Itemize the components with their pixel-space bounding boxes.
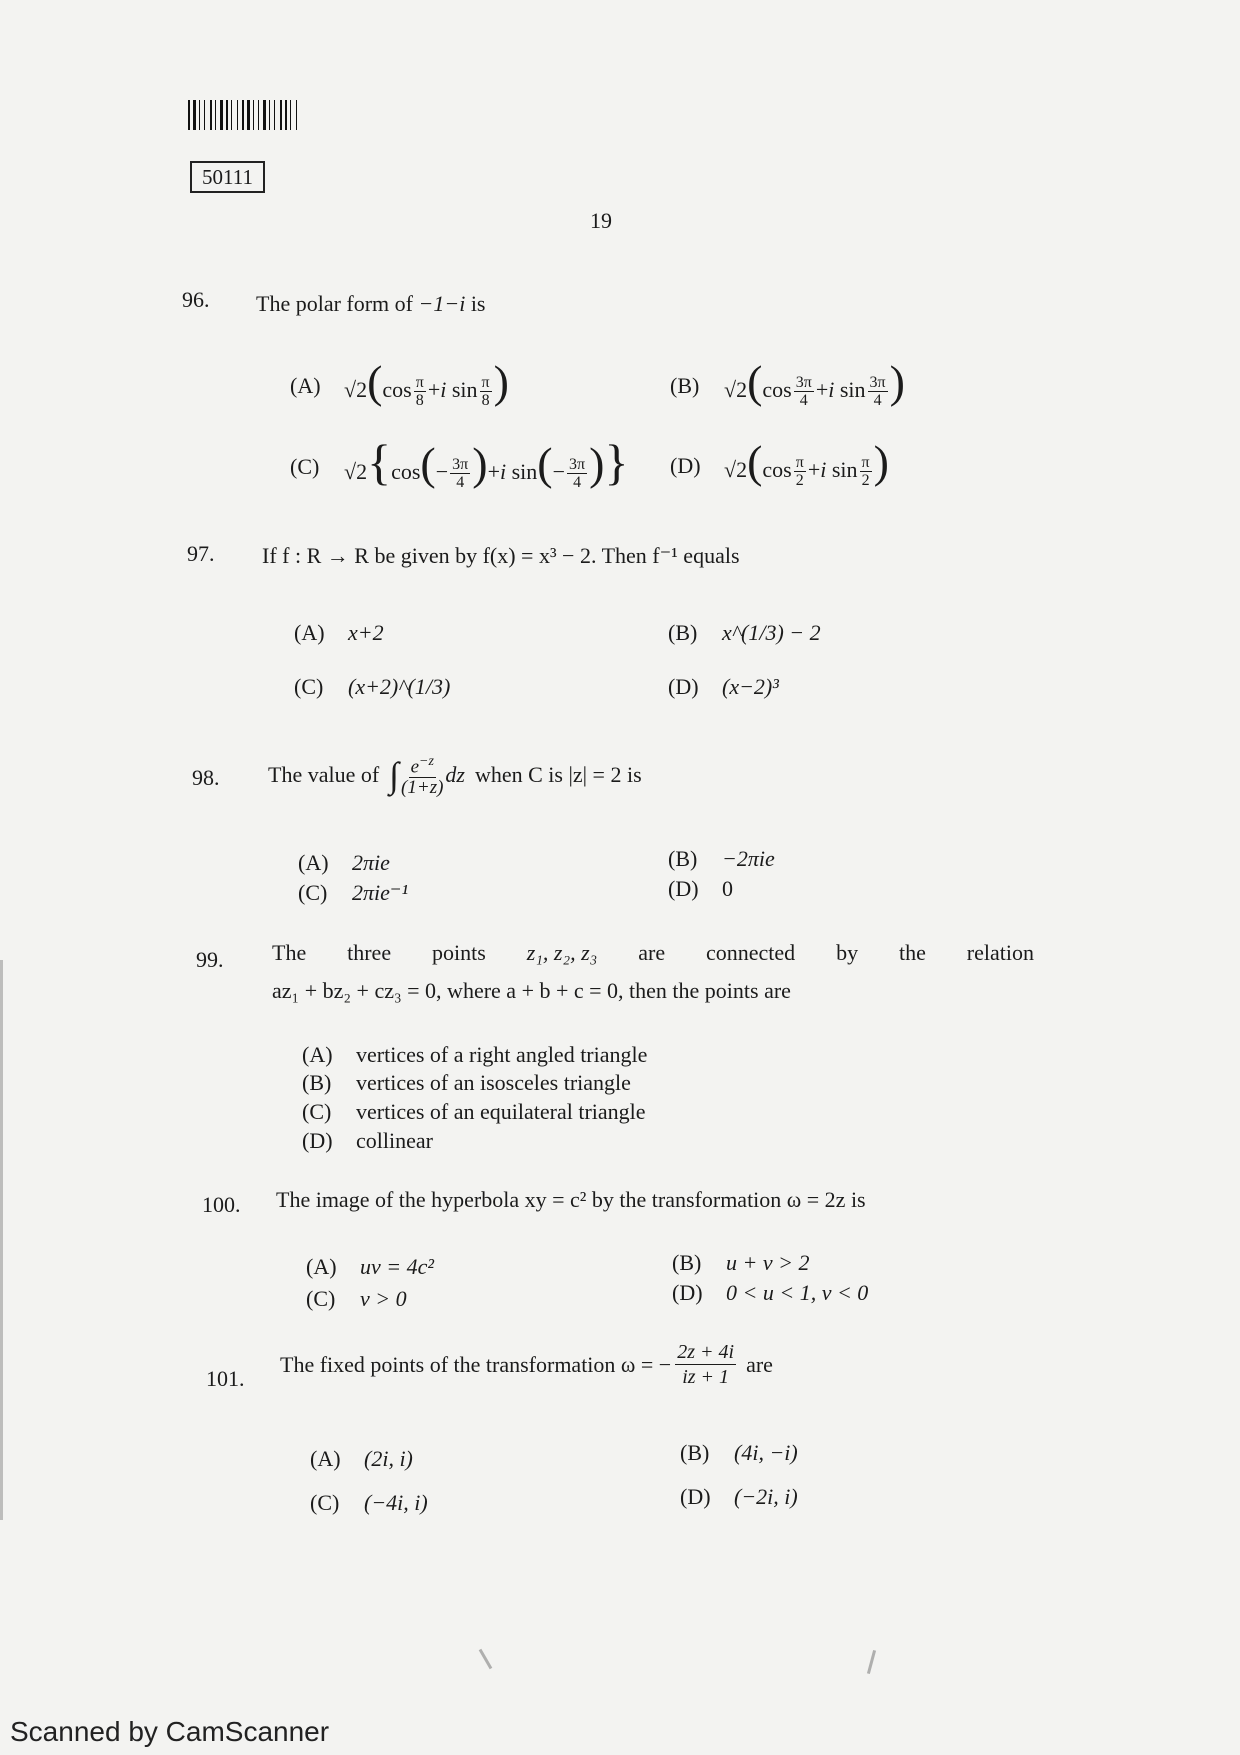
option-label: (B) (672, 1250, 702, 1275)
stem-word: are (638, 940, 666, 965)
fraction-numerator: 2z + 4i (677, 1341, 735, 1363)
option-label: (D) (302, 1128, 333, 1153)
option-d (680, 1484, 798, 1510)
scan-smudge (479, 1649, 493, 1670)
barcode-bar (201, 100, 203, 130)
option-label: (C) (302, 1099, 332, 1124)
barcode-bar (188, 100, 190, 130)
option-label: (D) (672, 1280, 703, 1305)
option-math: v > 0 (360, 1286, 407, 1311)
barcode-bar (217, 100, 219, 130)
option-label: (C) (298, 880, 328, 905)
option-label: (A) (306, 1254, 337, 1279)
barcode-bar (267, 100, 268, 130)
option-a (294, 620, 384, 646)
option-d (670, 436, 889, 490)
option-text: collinear (356, 1128, 433, 1153)
option-math: x^(1/3) − 2 (722, 620, 821, 645)
barcode-bar (210, 100, 212, 130)
option-math: (x−2)³ (722, 674, 779, 699)
option-d (668, 674, 779, 700)
stem-word: connected (706, 940, 796, 965)
stem-text: are (746, 1351, 773, 1377)
option-b (670, 356, 905, 410)
barcode-bar (260, 100, 262, 130)
barcode-bar (239, 100, 241, 130)
option-a (298, 850, 390, 876)
option-c (306, 1286, 407, 1312)
question-stem (256, 291, 486, 317)
option-label: (D) (680, 1484, 711, 1509)
option-label: (B) (668, 846, 698, 871)
option-label: (A) (310, 1446, 341, 1471)
barcode-bar (199, 100, 200, 130)
question-stem-line1 (272, 940, 1034, 966)
stem-text: is (465, 291, 486, 316)
scanner-watermark: Scanned by CamScanner (10, 1716, 330, 1747)
integrand-fraction: $\frac{e^{-z}}{(1+z)}$ (401, 754, 444, 799)
option-text: vertices of an equilateral triangle (356, 1099, 646, 1124)
barcode-bar (224, 100, 225, 130)
option-label: (C) (310, 1490, 340, 1515)
barcode-bar (242, 100, 244, 130)
option-label: (B) (302, 1070, 332, 1095)
question-stem (280, 1340, 773, 1389)
option-label: (A) (298, 850, 329, 875)
booklet-code: 50111 (190, 161, 265, 193)
barcode-bar (229, 100, 230, 130)
option-math: (−4i, i) (364, 1490, 428, 1515)
option-math: 0 < u < 1, v < 0 (726, 1280, 869, 1305)
stem-text: The value of (268, 762, 380, 788)
barcode-bar (247, 100, 250, 130)
option-label: (B) (680, 1440, 710, 1465)
stem-fraction (675, 1340, 736, 1389)
fraction-denominator: iz + 1 (682, 1366, 730, 1388)
barcode-bar (220, 100, 223, 130)
barcode-bar (233, 100, 236, 130)
option-math: 2πie⁻¹ (352, 880, 409, 905)
option-a (290, 356, 509, 410)
barcode (188, 100, 356, 130)
option-label: (D) (668, 876, 699, 901)
option-math: x+2 (348, 620, 384, 645)
option-label: (B) (670, 372, 700, 398)
option-label: (C) (290, 453, 320, 479)
option-c (294, 674, 450, 700)
barcode-bar (193, 100, 196, 130)
barcode-bar (296, 100, 297, 130)
option-label: (C) (306, 1286, 336, 1311)
option-label: (D) (668, 674, 699, 699)
option-label: (A) (302, 1042, 333, 1067)
barcode-bar (298, 100, 300, 130)
barcode-bar (255, 100, 257, 130)
option-math: (−2i, i) (734, 1484, 798, 1509)
option-label: (A) (294, 620, 325, 645)
barcode-bar (269, 100, 270, 130)
barcode-bar (215, 100, 216, 130)
option-math: √2{cos(− $\frac{3\pi}{4}$ )+i sin(− $\frac{3\pi}{4}$ )} (344, 434, 629, 492)
question-number: 96. (182, 287, 210, 312)
barcode-bar (258, 100, 259, 130)
option-math: (2i, i) (364, 1446, 413, 1471)
barcode-bar (283, 100, 284, 130)
option-math: √2(cos $\frac{\pi}{2}$ +i sin $\frac{\pi}{2}$ ) (724, 436, 889, 490)
barcode-bar (191, 100, 192, 130)
option-math: u + v > 2 (726, 1250, 810, 1275)
page-number: 19 (590, 208, 612, 233)
option-b (680, 1440, 798, 1466)
stem-word: points (431, 940, 486, 965)
question-stem-line2: az₁ + bz₂ + cz₃ = 0, where a + b + c = 0, then the points are (272, 978, 791, 1003)
barcode-bar (276, 100, 279, 130)
differential: dz (445, 762, 465, 788)
option-d (302, 1128, 433, 1154)
question-number: 100. (202, 1192, 241, 1217)
stem-word: the (898, 940, 926, 965)
scan-smudge (867, 1650, 876, 1674)
option-math: (4i, −i) (734, 1440, 798, 1465)
barcode-bar (245, 100, 246, 130)
barcode-bar (274, 100, 275, 130)
barcode-bar (231, 100, 232, 130)
stem-expression: −1−i (418, 291, 466, 316)
barcode-bar (237, 100, 238, 130)
option-b (672, 1250, 809, 1276)
barcode-bar (251, 100, 252, 130)
option-text: vertices of an isosceles triangle (356, 1070, 631, 1095)
stem-word: The (272, 940, 307, 965)
scan-edge-shadow (0, 960, 3, 1520)
integral-sign: ∫ (389, 755, 400, 796)
option-label: (C) (294, 674, 324, 699)
question-number: 97. (187, 541, 215, 566)
option-c (302, 1099, 646, 1125)
option-math: √2(cos $\frac{3\pi}{4}$ +i sin $\frac{3\pi}{4}$ ) (724, 356, 905, 410)
barcode-bar (280, 100, 282, 130)
option-c (290, 434, 629, 492)
option-a (306, 1254, 434, 1280)
option-math: √2(cos $\frac{\pi}{8}$ +i sin $\frac{\pi}{8}$ ) (344, 356, 509, 410)
barcode-bar (197, 100, 198, 130)
option-math: 2πie (352, 850, 390, 875)
option-text: vertices of a right angled triangle (356, 1042, 648, 1067)
option-math: (x+2)^(1/3) (348, 674, 451, 699)
option-a (302, 1042, 647, 1068)
option-c (310, 1490, 428, 1516)
stem-word: z₁, z₂, z₃ (526, 940, 598, 965)
barcode-bar (271, 100, 273, 130)
barcode-bar (204, 100, 205, 130)
barcode-bar (285, 100, 287, 130)
stem-text: when C is |z| = 2 is (474, 762, 642, 788)
barcode-bar (292, 100, 295, 130)
stem-text: The polar form of (256, 291, 419, 316)
stem-word: relation (966, 940, 1034, 965)
option-math: 0 (722, 876, 733, 901)
stem-word: by (836, 940, 859, 965)
barcode-bar (213, 100, 214, 130)
barcode-bar (253, 100, 254, 130)
barcode-bar (288, 100, 289, 130)
option-d (668, 876, 733, 902)
question-number: 99. (196, 947, 224, 972)
option-c (298, 880, 408, 906)
option-b (302, 1070, 631, 1096)
option-label: (D) (670, 452, 701, 478)
barcode-bar (290, 100, 291, 130)
option-label: (B) (668, 620, 698, 645)
option-math: −2πie (722, 846, 775, 871)
barcode-bar (263, 100, 266, 130)
option-math: uv = 4c² (360, 1254, 434, 1279)
question-stem (268, 752, 642, 798)
question-stem: If f : R → R be given by f(x) = x³ − 2. Then f⁻¹ equals (262, 543, 740, 568)
question-number: 101. (206, 1366, 245, 1391)
option-d (672, 1280, 868, 1306)
option-label: (A) (290, 372, 321, 398)
barcode-bar (226, 100, 228, 130)
option-b (668, 620, 821, 646)
question-stem: The image of the hyperbola xy = c² by the transformation ω = 2z is (276, 1187, 866, 1212)
barcode-bar (206, 100, 209, 130)
option-b (668, 846, 775, 872)
question-number: 98. (192, 765, 220, 790)
option-a (310, 1446, 413, 1472)
stem-word: three (347, 940, 392, 965)
stem-text: The fixed points of the transformation ω = − (280, 1351, 672, 1377)
